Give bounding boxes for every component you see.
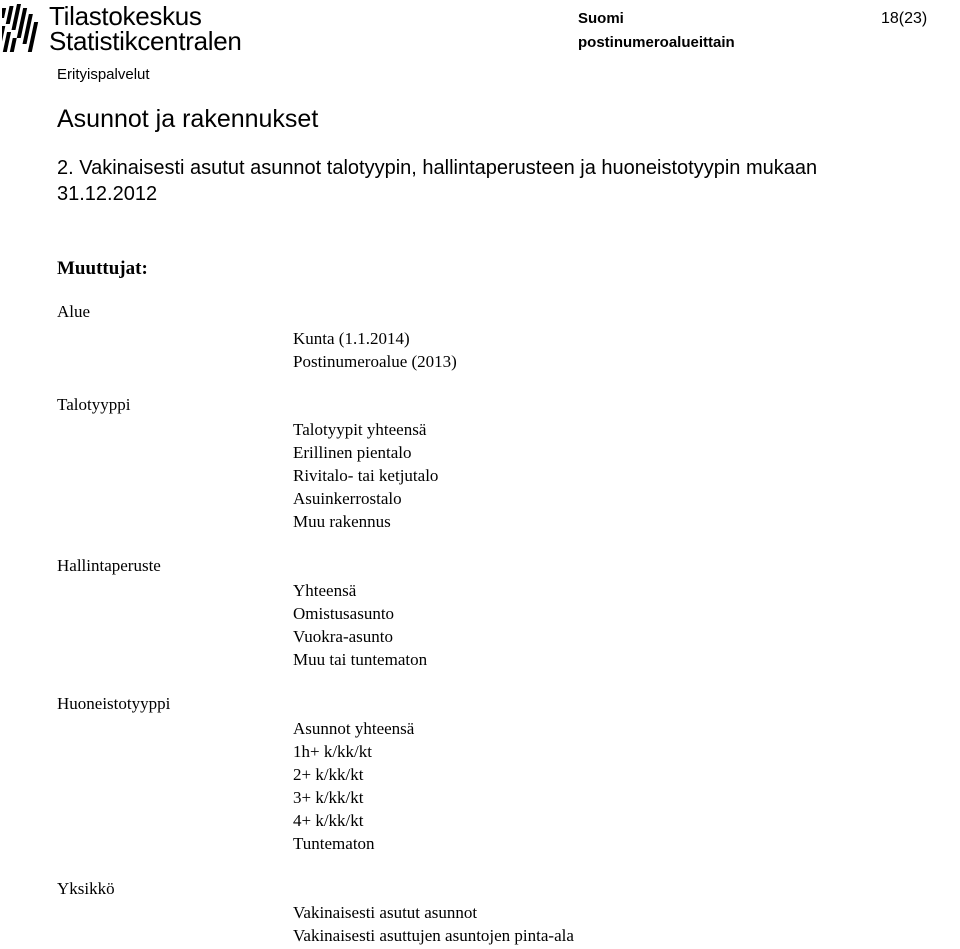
- variable-value: 2+ k/kk/kt: [293, 765, 364, 784]
- variable-value: Erillinen pientalo: [293, 443, 412, 462]
- variable-value: Muu tai tuntematon: [293, 650, 428, 669]
- logo-text-swedish: Statistikcentralen: [49, 26, 242, 56]
- variable-values: [293, 901, 574, 947]
- table-title: [57, 155, 817, 207]
- variable-value: Vakinaisesti asuttujen asuntojen pinta-ala: [293, 926, 574, 945]
- variable-value: Talotyypit yhteensä: [293, 420, 427, 439]
- variable-values: [293, 579, 427, 671]
- variable-value: Muu rakennus: [293, 512, 391, 531]
- table-title-line1: 2. Vakinaisesti asutut asunnot talotyypin, hallintaperusteen ja huoneistotyypin mukaan: [57, 157, 818, 179]
- variable-value: Yhteensä: [293, 581, 357, 600]
- variable-value: Tuntematon: [293, 834, 375, 853]
- variable-name: Alue: [57, 302, 91, 321]
- variable-value: Asunnot yhteensä: [293, 719, 415, 738]
- variable-name: Hallintaperuste: [57, 556, 161, 575]
- page-title: Asunnot ja rakennukset: [57, 105, 319, 133]
- variable-name: Huoneistotyyppi: [57, 694, 171, 713]
- table-title-line2: 31.12.2012: [57, 183, 158, 205]
- page-counter: 18(23): [881, 10, 928, 27]
- variable-name: Talotyyppi: [57, 395, 131, 414]
- variable-value: 3+ k/kk/kt: [293, 788, 364, 807]
- variable-values: [293, 327, 457, 373]
- statistics-finland-logo: [2, 2, 252, 56]
- variable-value: Kunta (1.1.2014): [293, 329, 410, 348]
- header-subtitle: postinumeroalueittain: [578, 34, 735, 51]
- header-unit: Erityispalvelut: [57, 66, 150, 83]
- variable-value: Asuinkerrostalo: [293, 489, 402, 508]
- header-language: Suomi: [578, 10, 624, 27]
- variable-value: Vakinaisesti asutut asunnot: [293, 903, 478, 922]
- variable-value: 4+ k/kk/kt: [293, 811, 364, 830]
- variable-value: Vuokra-asunto: [293, 627, 394, 646]
- variable-name: Yksikkö: [57, 879, 115, 898]
- variable-value: Rivitalo- tai ketjutalo: [293, 466, 439, 485]
- variable-value: Postinumeroalue (2013): [293, 352, 457, 371]
- variables-heading: Muuttujat:: [57, 258, 148, 279]
- variable-value: 1h+ k/kk/kt: [293, 742, 373, 761]
- variable-values: [293, 418, 438, 533]
- variable-value: Omistusasunto: [293, 604, 395, 623]
- logo-text-finnish: Tilastokeskus: [49, 1, 202, 31]
- logo-mark-icon: [2, 4, 44, 54]
- variable-values: [293, 717, 414, 855]
